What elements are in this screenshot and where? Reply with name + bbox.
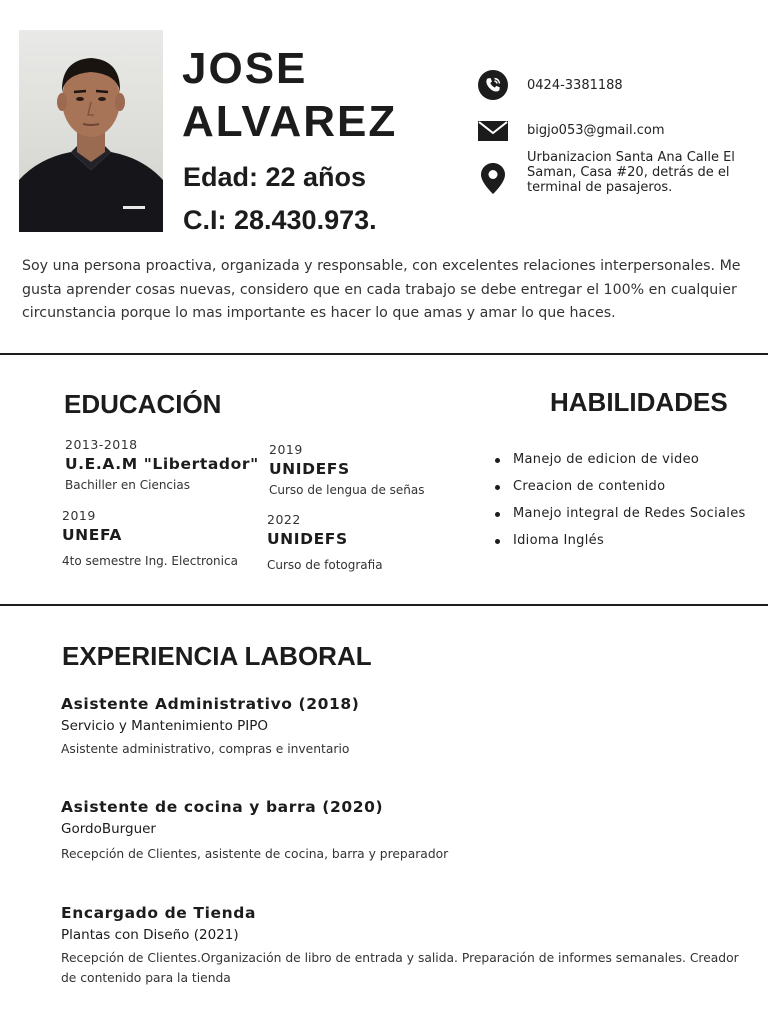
education-institution: UNIDEFS: [269, 460, 350, 478]
education-year: 2019: [269, 442, 303, 457]
first-name: JOSE: [182, 44, 308, 93]
experience-title: EXPERIENCIA LABORAL: [62, 641, 372, 671]
education-year: 2019: [62, 508, 96, 523]
phone-number: 0424-3381188: [527, 78, 623, 93]
education-description: Curso de lengua de señas: [269, 483, 425, 497]
profile-summary: Soy una persona proactiva, organizada y responsable, con excelentes relaciones interpersonales. Me gusta aprender cosas nuevas, considero que en cada trabajo se debe entregar el 100% en cualquier circunstancia porque lo mas importante es hacer lo que amas y amar lo que haces.: [22, 258, 741, 321]
education-title: EDUCACIÓN: [64, 389, 222, 419]
education-description: 4to semestre Ing. Electronica: [62, 554, 238, 568]
mail-icon: [478, 116, 508, 146]
education-item: [65, 437, 259, 493]
profile-photo: [19, 30, 163, 232]
education-year: 2013-2018: [65, 437, 138, 452]
job-role: Encargado de Tienda: [61, 904, 257, 922]
divider-bottom: [0, 604, 768, 606]
education-institution: UNIDEFS: [267, 530, 348, 548]
job-description: Recepción de Clientes.Organización de libro de entrada y salida. Preparación de informes semanales. Creador de contenido para la tienda: [61, 951, 739, 985]
education-institution: UNEFA: [62, 526, 122, 544]
skill-item: Manejo integral de Redes Sociales: [494, 505, 746, 532]
phone-icon: [478, 70, 508, 100]
education-item: [267, 512, 383, 573]
email-address: bigjo053@gmail.com: [527, 123, 665, 138]
skill-item: Creacion de contenido: [494, 478, 746, 505]
education-item: [62, 508, 238, 569]
education-description: Curso de fotografia: [267, 558, 383, 572]
person-photo-icon: [19, 30, 163, 232]
job-company: Plantas con Diseño (2021): [61, 927, 239, 943]
job-description: Recepción de Clientes, asistente de cocina, barra y preparador: [61, 847, 449, 861]
job-entry: [61, 903, 753, 988]
divider-top: [0, 353, 768, 355]
job-entry: [61, 694, 761, 759]
job-role: Asistente de cocina y barra (2020): [61, 798, 384, 816]
job-entry: [61, 797, 761, 864]
skills-title: HABILIDADES: [550, 387, 728, 417]
id-number: C.I: 28.430.973.: [183, 205, 377, 235]
job-description: Asistente administrativo, compras e inventario: [61, 742, 350, 756]
skill-item: Idioma Inglés: [494, 532, 746, 559]
location-pin-icon: [481, 163, 505, 193]
education-year: 2022: [267, 512, 301, 527]
skills-list: [494, 451, 746, 559]
job-company: GordoBurguer: [61, 821, 156, 837]
age: Edad: 22 años: [183, 162, 367, 192]
skill-item: Manejo de edicion de video: [494, 451, 746, 478]
education-institution: U.E.A.M "Libertador": [65, 455, 259, 473]
job-company: Servicio y Mantenimiento PIPO: [61, 718, 269, 734]
education-description: Bachiller en Ciencias: [65, 478, 190, 492]
education-item: [269, 442, 425, 498]
last-name: ALVAREZ: [182, 97, 398, 146]
job-role: Asistente Administrativo (2018): [61, 695, 360, 713]
home-address: Urbanizacion Santa Ana Calle El Saman, Casa #20, detrás de el terminal de pasajeros.: [527, 150, 735, 195]
